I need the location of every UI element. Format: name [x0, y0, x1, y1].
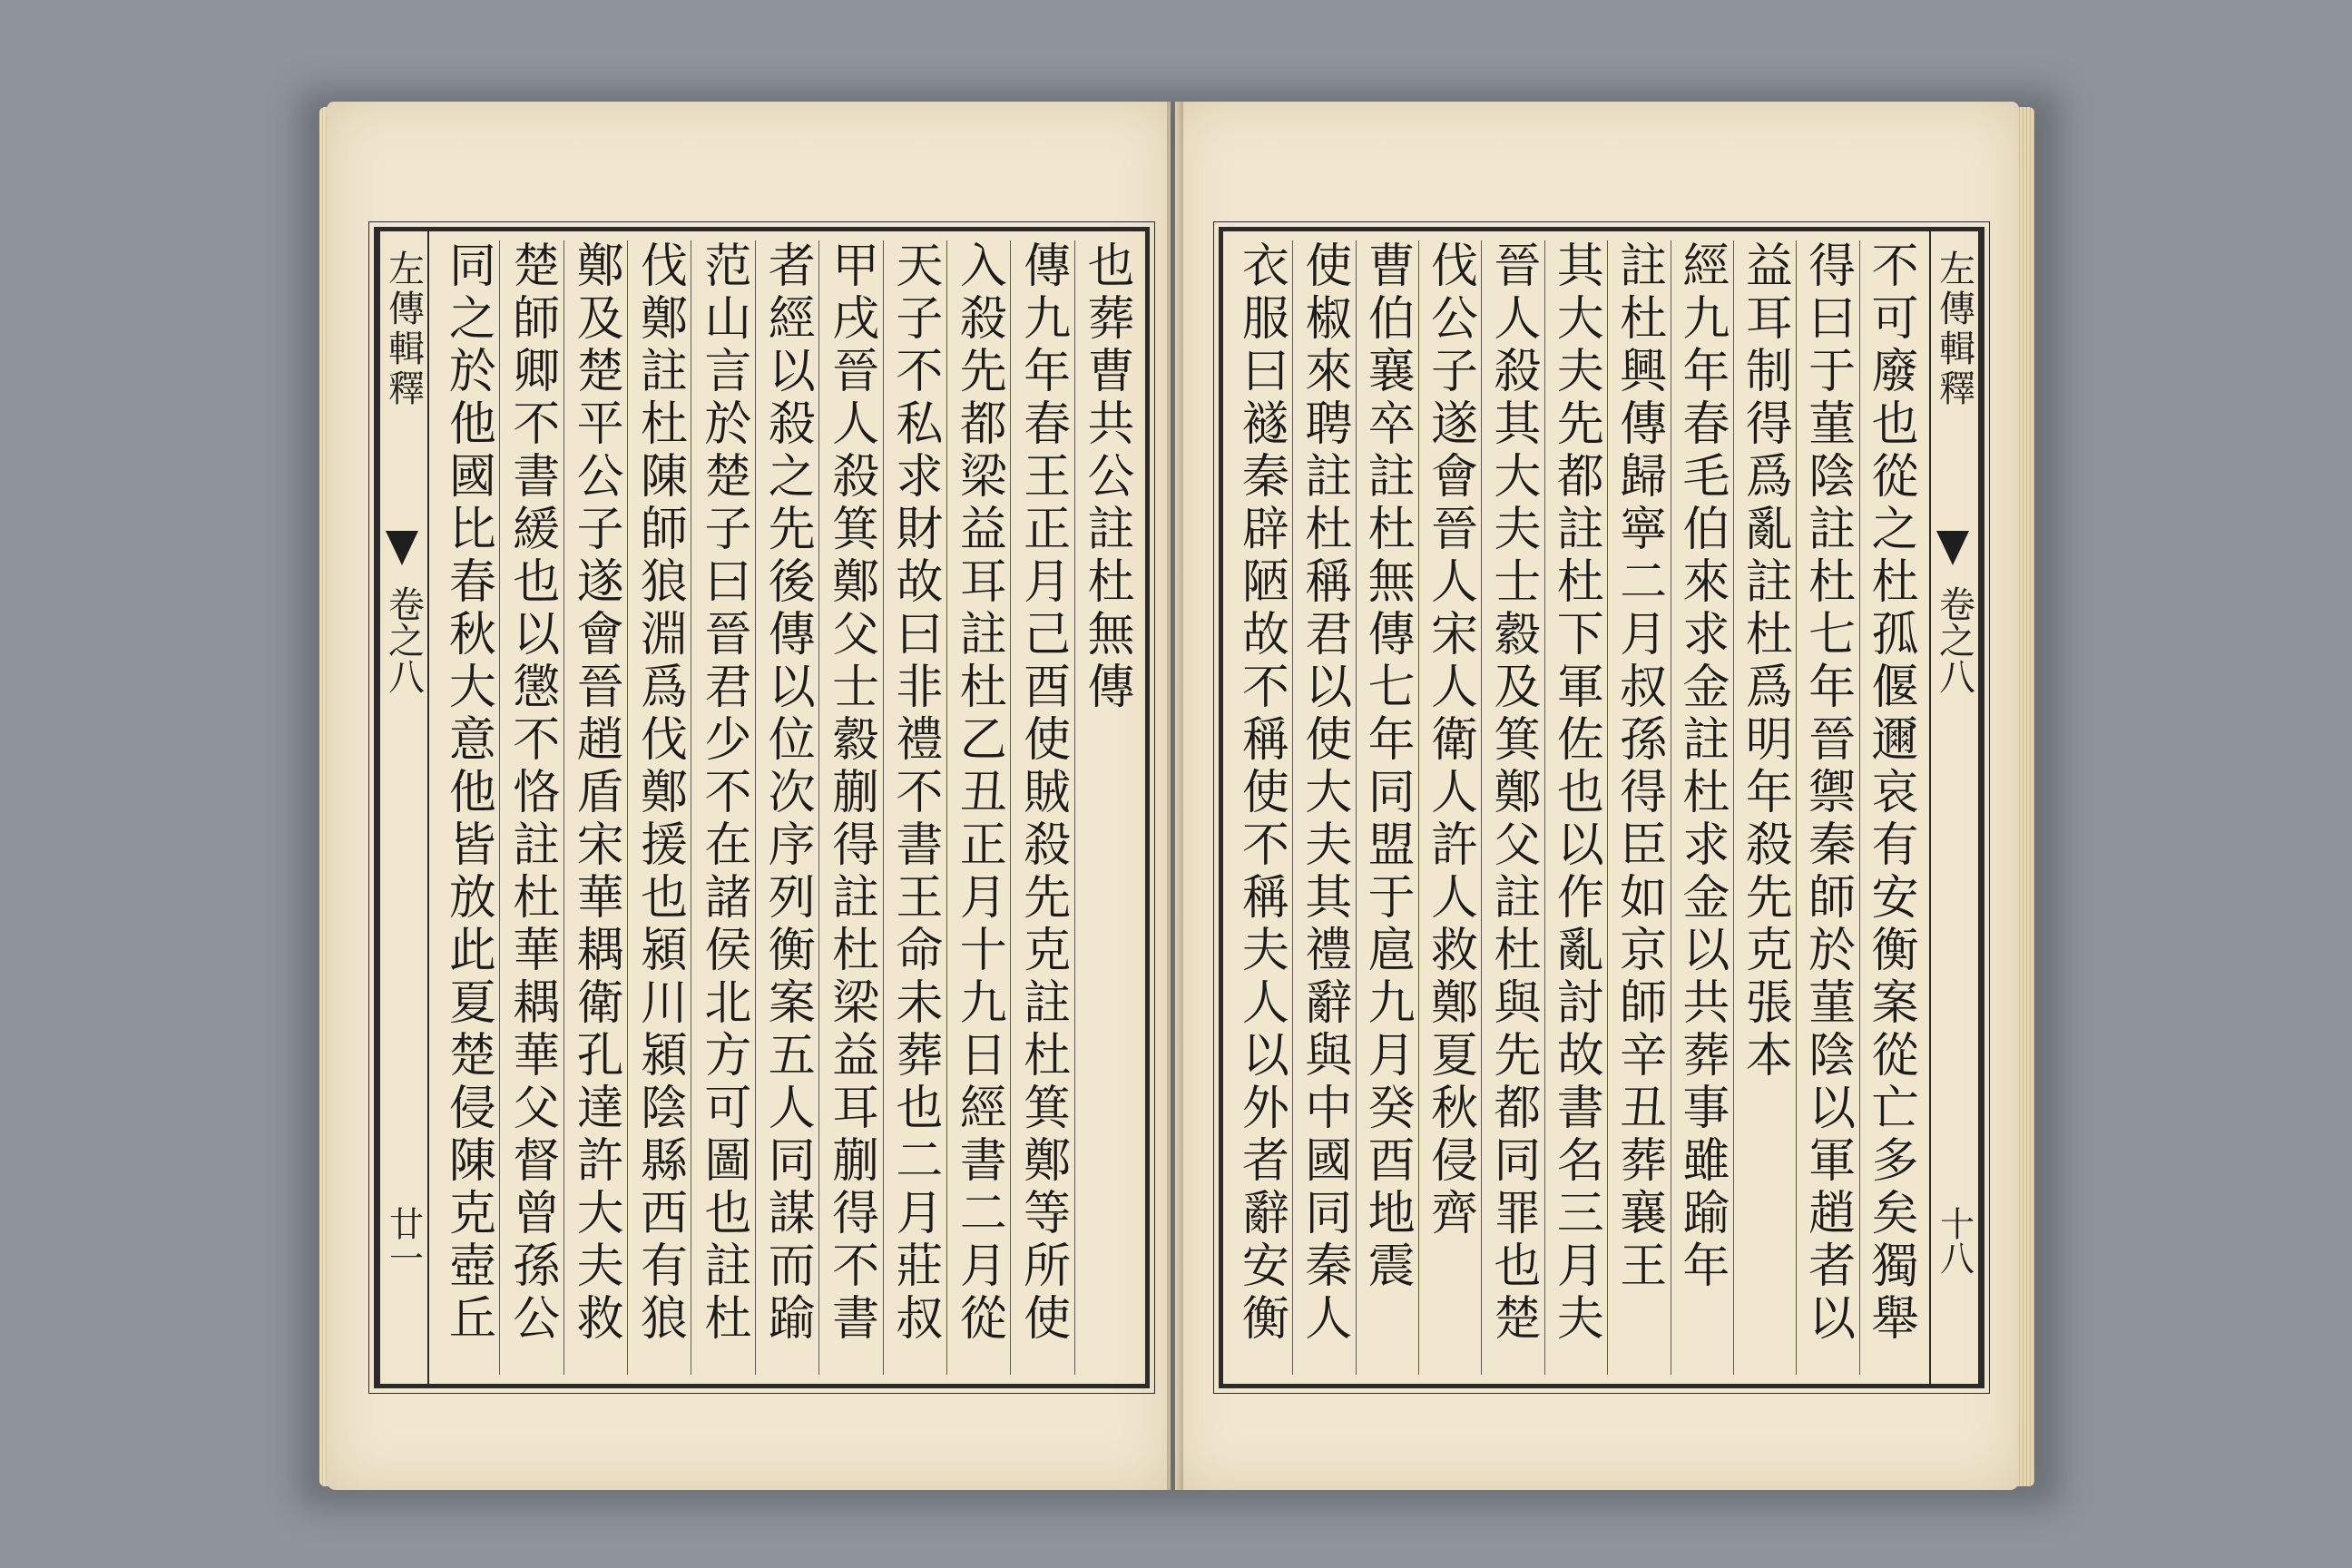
running-title: 左傳輯釋: [382, 250, 425, 409]
text-column: 同之於他國比春秋大意他皆放此夏楚侵陳克壺丘: [436, 240, 500, 1375]
text-column: 伐鄭註杜陳師狼淵爲伐鄭援也潁川潁陰縣西有狼: [628, 240, 691, 1375]
text-column: 曹伯襄卒註杜無傳七年同盟于扈九月癸酉地震: [1357, 240, 1419, 1375]
right-page-frame: [1219, 227, 1984, 1388]
fish-tail-mark: [386, 531, 418, 565]
text-column: 鄭及楚平公子遂會晉趙盾宋華耦衛孔達許大夫救: [564, 240, 628, 1375]
text-column: 楚師卿不書緩也以懲不恪註杜華耦華父督曾孫公: [500, 240, 564, 1375]
folio-number: 十八: [1934, 1206, 1975, 1275]
juan-number: 卷之八: [1933, 585, 1975, 694]
text-column: 益耳制得爲亂註杜爲明年殺先克張本: [1734, 240, 1797, 1375]
text-column: 經九年春毛伯來求金註杜求金以共葬事雖踰年: [1671, 240, 1734, 1375]
text-column: 入殺先都梁益耳註杜乙丑正月十九日經書二月從: [947, 240, 1011, 1375]
text-column: 衣服曰襚秦辟陋故不稱使不稱夫人以外者辭安衡: [1230, 240, 1293, 1375]
right-page-centerfold: [1929, 231, 1980, 1384]
text-column: 也葬曹共公註杜無傳: [1079, 240, 1133, 714]
running-title: 左傳輯釋: [1933, 250, 1975, 409]
book-gutter: [1167, 102, 1183, 1490]
left-page-centerfold: [378, 231, 429, 1384]
text-column: 註杜興傳歸寧二月叔孫得臣如京師辛丑葬襄王: [1608, 240, 1671, 1375]
text-column: 傳九年春王正月己酉使賊殺先克註杜箕鄭等所使: [1011, 240, 1074, 1375]
text-column: 者經以殺之先後傳以位次序列衡案五人同謀而踰: [756, 240, 819, 1375]
text-column: 晉人殺其大夫士縠及箕鄭父註杜與先都同罪也楚: [1482, 240, 1544, 1375]
text-column: 甲戌晉人殺箕鄭父士縠蒯得註杜梁益耳蒯得不書: [819, 240, 883, 1375]
text-column: 伐公子遂會晉人宋人衛人許人救鄭夏秋侵齊: [1419, 240, 1482, 1375]
right-page-text: [1230, 240, 1922, 1375]
text-column: 不可廢也從之杜孤偃邇哀有安衡案從亡多矣獨舉: [1863, 240, 1917, 1346]
text-column: 得曰于菫陰註杜七年晉禦秦師於菫陰以軍趙者以: [1797, 240, 1859, 1375]
juan-number: 卷之八: [382, 585, 425, 694]
text-column: 使椒來聘註杜稱君以使大夫其禮辭與中國同秦人: [1293, 240, 1356, 1375]
text-column: 范山言於楚子曰晉君少不在諸侯北方可圖也註杜: [691, 240, 755, 1375]
text-column: 其大夫先都註杜下軍佐也以作亂討故書名三月夫: [1545, 240, 1608, 1375]
left-page-text: [436, 240, 1138, 1375]
fish-tail-mark: [1936, 531, 1969, 565]
left-page-frame: [374, 227, 1150, 1388]
folio-number: 廿一: [383, 1206, 424, 1275]
text-column: 天子不私求財故曰非禮不書王命未葬也二月莊叔: [884, 240, 947, 1375]
